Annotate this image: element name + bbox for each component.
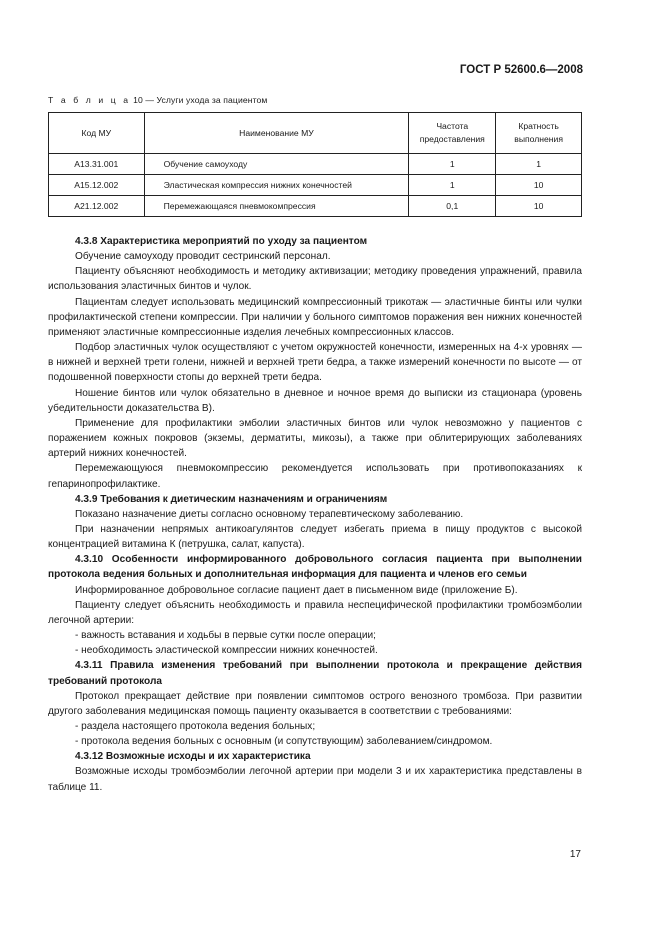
section-heading-4-3-9: 4.3.9 Требования к диетическим назначениям и ограничениям: [75, 493, 388, 505]
cell-multiplicity: 10: [496, 196, 582, 217]
section-heading-4-3-12: 4.3.12 Возможные исходы и их характеристика: [75, 751, 311, 763]
paragraph: Ношение бинтов или чулок обязательно в дневное и ночное время до выписки из стационара (уровень убедительности доказательства В).: [48, 387, 582, 414]
cell-code: А21.12.002: [49, 196, 145, 217]
list-item: - раздела настоящего протокола ведения больных;: [75, 721, 316, 732]
paragraph: Пациентам следует использовать медицинский компрессионный трикотаж — эластичные бинты или чулки профилактической степени компрессии. При наличии у больного симптомов поражения вен нижних конечностей применяют эластичные компрессионные изделия лечебных компрессионных классов.: [48, 296, 582, 338]
cell-multiplicity: 10: [496, 175, 582, 196]
header-name: Наименование МУ: [144, 113, 409, 154]
paragraph: Возможные исходы тромбоэмболии легочной артерии при модели 3 и их характеристика представлены в таблице 11.: [48, 766, 582, 793]
table-caption: [48, 95, 267, 105]
standard-code: ГОСТ Р 52600.6—2008: [459, 64, 583, 76]
paragraph: Пациенту следует объяснить необходимость и правила неспецифической профилактики тромбоэмболии легочной артерии:: [48, 599, 582, 626]
table-header-row: [49, 113, 582, 154]
paragraph: Протокол прекращает действие при появлении симптомов острого венозного тромбоза. При развитии другого заболевания медицинская помощь пациенту оказывается в соответствии с требованиями:: [48, 690, 582, 717]
services-table: [48, 112, 582, 217]
paragraph: При назначении непрямых антикоагулянтов следует избегать приема в пищу продуктов с высокой концентрацией витамина К (петрушка, салат, капуста).: [48, 523, 582, 551]
list-item: - протокола ведения больных с основным (и сопутствующим) заболеванием/синдромом.: [75, 736, 493, 748]
cell-name: Перемежающаяся пневмокомпрессия: [144, 196, 409, 217]
paragraph: Подбор эластичных чулок осуществляют с учетом окружностей конечности, измеренных на 4-х уровнях — в нижней и верхней трети голени, нижней и верхней трети бедра, а также измерений конечности по высоте — от подошвенной поверхности стопы до верхней трети бедра.: [48, 342, 582, 384]
paragraph: Применение для профилактики эмболии эластичных бинтов или чулок невозможно у пациентов с поражением кожных покровов (экземы, дерматиты, микозы), а также при облитерирующих заболеваниях артерий нижних конечностей.: [48, 417, 582, 460]
header-code: Код МУ: [49, 113, 145, 154]
table-row: [49, 196, 582, 217]
paragraph: Информированное добровольное согласие пациент дает в письменном виде (приложение Б).: [75, 584, 518, 596]
cell-name: Обучение самоуходу: [144, 154, 409, 175]
document-body: [48, 234, 582, 795]
list-item: - важность вставания и ходьбы в первые сутки после операции;: [75, 630, 376, 642]
paragraph: Перемежающуюся пневмокомпрессию рекомендуется использовать при противопоказаниях к гепаринопрофилактике.: [48, 463, 582, 490]
section-heading-4-3-8: 4.3.8 Характеристика мероприятий по уходу за пациентом: [75, 236, 368, 247]
header-multiplicity: Кратность выполнения: [496, 113, 582, 154]
page-number: 17: [569, 849, 581, 860]
cell-frequency: 1: [409, 175, 496, 196]
table-row: [49, 175, 582, 196]
section-heading-4-3-11: 4.3.11 Правила изменения требований при выполнении протокола и прекращение действия требований протокола: [48, 660, 582, 687]
paragraph: Пациенту объясняют необходимость и методику активизации; методику проведения упражнений, правила использования эластичных бинтов и чулок.: [48, 266, 582, 293]
cell-name: Эластическая компрессия нижних конечностей: [144, 175, 409, 196]
cell-multiplicity: 1: [496, 154, 582, 175]
cell-code: А15.12.002: [49, 175, 145, 196]
table-caption-text: 10 — Услуги ухода за пациентом: [130, 95, 268, 105]
cell-frequency: 0,1: [409, 196, 496, 217]
list-item: - необходимость эластической компрессии нижних конечностей.: [75, 645, 378, 657]
cell-frequency: 1: [409, 154, 496, 175]
header-frequency: Частота предоставления: [409, 113, 496, 154]
table-caption-prefix: Т а б л и ц а: [48, 95, 131, 105]
cell-code: А13.31.001: [49, 154, 145, 175]
section-heading-4-3-10: 4.3.10 Особенности информированного добровольного согласия пациента при выполнении протокола ведения больных и дополнительная информация для пациента и членов его семьи: [48, 554, 582, 581]
table-row: [49, 154, 582, 175]
paragraph: Обучение самоуходу проводит сестринский персонал.: [75, 251, 331, 263]
paragraph: Показано назначение диеты согласно основному терапевтическому заболеванию.: [75, 508, 464, 520]
